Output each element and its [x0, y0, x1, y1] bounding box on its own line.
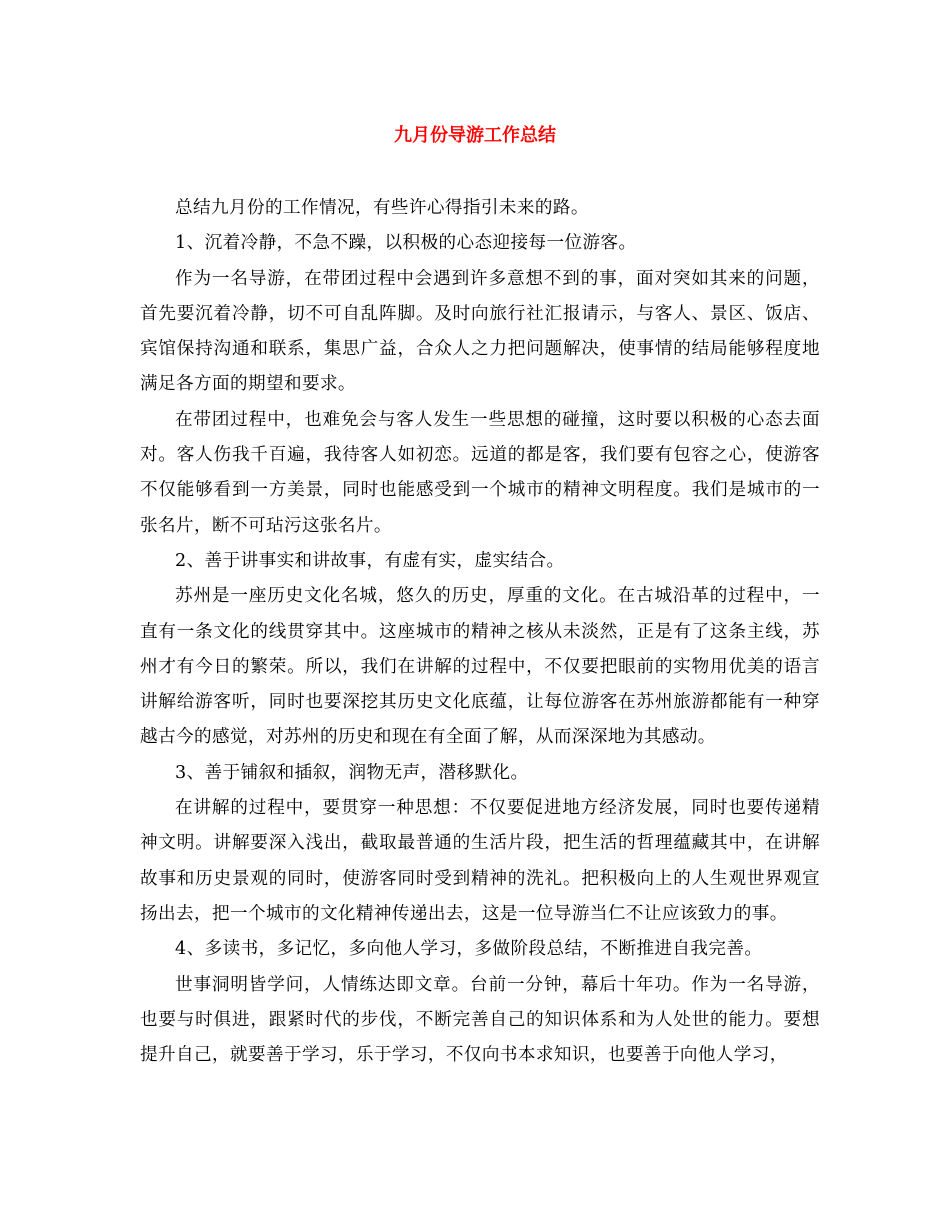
- section-heading-1: 1、沉着冷静，不急不躁，以积极的心态迎接每一位游客。: [175, 233, 637, 254]
- section-heading-4: 4、多读书，多记忆，多向他人学习，多做阶段总结，不断推进自我完善。: [175, 939, 763, 960]
- section-heading-3: 3、善于铺叙和插叙，润物无声，潜移默化。: [175, 762, 529, 783]
- body-paragraph: 在带团过程中，也难免会与客人发生一些思想的碰撞，这时要以积极的心态去面对。客人伤我千百遍，我待客人如初恋。远道的都是客，我们要有包容之心，使游客不仅能够看到一方美景，同时也能感受到一个城市的精神文明程度。我们是城市的一张名片，断不可玷污这张名片。: [140, 409, 820, 536]
- document-title: 九月份导游工作总结: [394, 125, 556, 146]
- body-paragraph: 世事洞明皆学问，人情练达即文章。台前一分钟，幕后十年功。作为一名导游，也要与时俱进，跟紧时代的步伐，不断完善自己的知识体系和为人处世的能力。要想提升自己，就要善于学习，乐于学习，不仅向书本求知识，也要善于向他人学习，: [140, 974, 820, 1066]
- document-body: [140, 191, 820, 1073]
- section-heading-2: 2、善于讲事实和讲故事，有虚有实，虚实结合。: [175, 550, 565, 571]
- body-paragraph: 苏州是一座历史文化名城，悠久的历史，厚重的文化。在古城沿革的过程中，一直有一条文化的线贯穿其中。这座城市的精神之核从未淡然，正是有了这条主线，苏州才有今日的繁荣。所以，我们在讲解的过程中，不仅要把眼前的实物用优美的语言讲解给游客听，同时也要深挖其历史文化底蕴，让每位游客在苏州旅游都能有一种穿越古今的感觉，对苏州的历史和现在有全面了解，从而深深地为其感动。: [140, 586, 820, 748]
- body-paragraph: 作为一名导游，在带团过程中会遇到许多意想不到的事，面对突如其来的问题，首先要沉着冷静，切不可自乱阵脚。及时向旅行社汇报请示，与客人、景区、饭店、宾馆保持沟通和联系，集思广益，合众人之力把问题解决，使事情的结局能够程度地满足各方面的期望和要求。: [140, 268, 820, 395]
- intro-paragraph: 总结九月份的工作情况，有些许心得指引未来的路。: [175, 198, 589, 218]
- body-paragraph: 在讲解的过程中，要贯穿一种思想：不仅要促进地方经济发展，同时也要传递精神文明。讲解要深入浅出，截取最普通的生活片段，把生活的哲理蕴藏其中，在讲解故事和历史景观的同时，使游客同时受到精神的洗礼。把积极向上的人生观世界观宣扬出去，把一个城市的文化精神传递出去，这是一位导游当仁不让应该致力的事。: [140, 798, 820, 924]
